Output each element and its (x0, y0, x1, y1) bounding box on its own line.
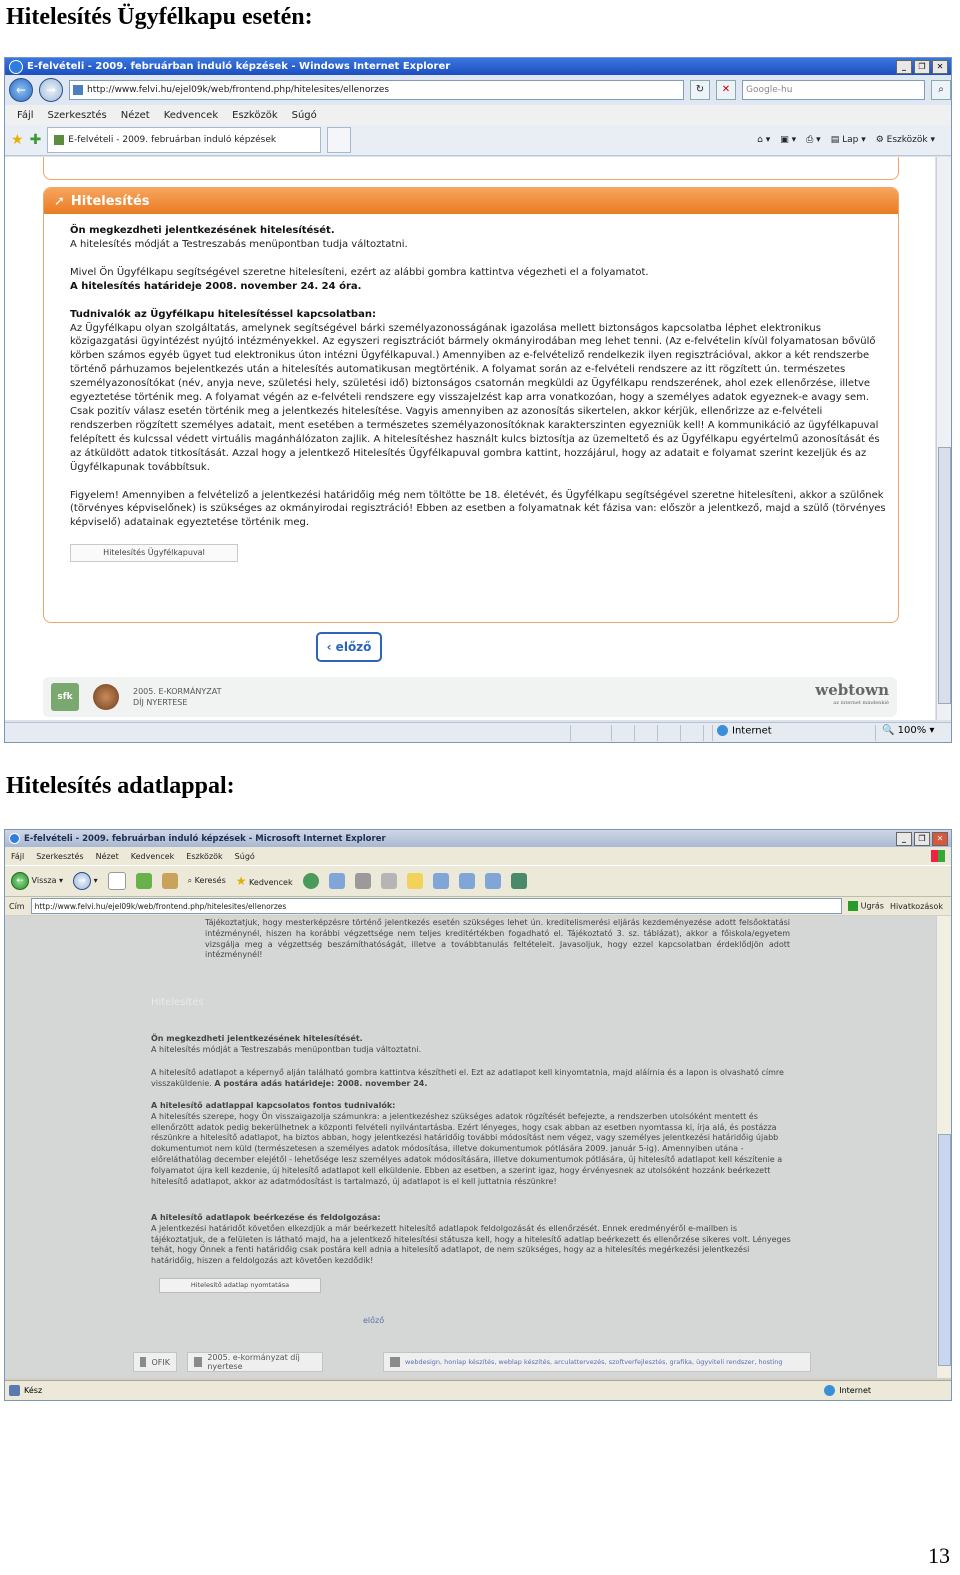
globe-icon (824, 1385, 835, 1396)
close-icon[interactable]: ✕ (932, 60, 948, 74)
menu-help[interactable]: Súgó (234, 851, 255, 861)
minimize-icon[interactable]: _ (896, 60, 912, 74)
back-button[interactable]: ← Vissza ▾ (11, 872, 63, 890)
connect-icon[interactable] (511, 873, 527, 889)
favorites-button[interactable]: ★ Kedvencek (235, 874, 293, 888)
scroll-thumb-2[interactable] (938, 1134, 951, 1366)
menu-edit[interactable]: Szerkesztés (36, 851, 84, 861)
page-icon (9, 1385, 20, 1396)
feeds-icon[interactable]: ▣ ▾ (780, 135, 797, 145)
scroll-thumb[interactable] (938, 447, 951, 704)
security-zone: Internet (712, 725, 875, 741)
home-icon[interactable] (162, 873, 178, 889)
menu-view[interactable]: Nézet (120, 109, 150, 121)
paragraph-deadline-2: A hitelesítő adatlapot a képernyő alján található gombra kattintva készítheti el. Ezt az adatlapot kell kinyomtatnia, majd aláírnia és a lapon is olvasható címre visszaküldenie. A postára adás határideje: 2008. november 24. (151, 1068, 784, 1088)
window-title: E-felvételi - 2009. februárban induló képzések - Windows Internet Explorer (27, 61, 451, 72)
links-label[interactable]: Hivatkozások (889, 901, 943, 911)
status-bar-2 (5, 1380, 951, 1400)
back-button[interactable]: ← (9, 78, 33, 102)
award-icon (194, 1357, 202, 1367)
screenshot-adatlap (4, 829, 952, 1401)
edit-icon[interactable] (381, 873, 397, 889)
arrow-icon: ➚ (54, 193, 65, 209)
mail-icon[interactable] (329, 873, 345, 889)
panel-title-2: Hitelesítés (151, 997, 204, 1008)
menu-file[interactable]: Fájl (17, 109, 34, 121)
home-icon[interactable]: ⌂ ▾ (757, 135, 771, 145)
print-adatlap-button[interactable]: Hitelesítő adatlap nyomtatása (159, 1278, 321, 1293)
window-titlebar (5, 58, 951, 75)
page-menu[interactable]: ▤ Lap ▾ (830, 135, 866, 145)
menu-bar-2 (5, 847, 951, 865)
ie-icon (9, 60, 23, 74)
screenshot-ugyfelkapu (4, 57, 952, 743)
restore-icon[interactable]: ❐ (914, 832, 930, 846)
standard-toolbar (5, 865, 951, 897)
page-icon (73, 85, 83, 95)
research-icon[interactable] (459, 873, 475, 889)
prev-link[interactable]: előző (363, 1316, 385, 1325)
previous-panel-bottom (43, 157, 899, 180)
paragraph-processing-2: A hitelesítő adatlapok beérkezése és feldolgozása: A jelentkezési határidőt követően elkezdjük a már beérkezett hitelesítő adatlapok feldolgozását és ellenőrzését. Ennek eredményéről e-mailben is tájékoztatjuk, de a felületen is látható majd, ha a jelentkező hitelesítési státusza kell, hogy a hitelesítő adatlap beérkezett és ellenőrzése sikeres volt. Lényeges tehát, hogy Önnek a fenti határidőig csak postára kell adnia a hitelesítő adatlapot, de nem szükséges, hogy az a hitelesítés megérkezési jelentkezési határidőig, hiszen a feldolgozás azt követően kezdődik! (151, 1213, 791, 1266)
folder-icon[interactable] (407, 873, 423, 889)
stop-icon[interactable] (108, 872, 126, 890)
menu-bar (5, 105, 951, 125)
webtown-logo[interactable]: webtown az internet mindenkié (815, 681, 889, 706)
globe-icon (717, 725, 728, 736)
paragraph-info: Tudnivalók az Ügyfélkapu hitelesítéssel kapcsolatban: Az Ügyfélkapu olyan szolgáltatás, amelynek segítségével bárki személyazonosságának igazolása mellett biztonságos kapcsolatba léphet elektronikus közigazgatási ügyintézést nyújtó intézményekkel. Az egyszeri regisztrációt bármely okmányirodában meg lehet tenni. (Az e-felvételin kívül folyamatosan bővülő körben számos egyéb ügyet tud elektronikus úton intézni Ügyfélkapuval.) Amennyiben az e-felvételiző rendelkezik ilyen regisztrációval, akkor a két rendszerbe történő párhuzamos bejelentkezés után a hitelesítés automatikusan megtörténik. A folyamat során az e-felvételi rendszere az itt rögzített ún. természetes személyazonosítókat (név, anyja neve, születési hely, születési idő) biztonságos csatornán megküldi az Ügyfélkapu rendszerének, ahol ezek ellenőrzése, illetve egyeztetése történik meg. A folyamat végén az e-felvételi rendszere egy visszajelzést kap arra vonatkozóan, hogy a személyes adatok egyeznek-e avagy sem. Csak pozitív válasz esetén történik meg a jelentkezés hitelesítése. Vagyis amennyiben az azonosítás sikertelen, akkor kérjük, ellenőrizze az e-felvételi rendszerben rögzített személyes adatait, ment esetében a természetes személyazonosítóknak karakterszinten egyezniük kell! A kommunikáció az ügyfélkapuval felépített és kulcssal védett virtuális magánhálózaton zajlik. A hitelesítéshez használt kulcs biztosítja az üzemeltető és az Ügyfélkapu egyértelmű azonosítását és az átküldött adatok titkosítását. Azzal hogy a jelentkező Hitelesítés Ügyfélkapuval gombra kattint, hozzájárul, hogy az adatait e folyamat szerint kezeljük és az Ügyfélkapunak továbbítsuk. (70, 308, 880, 473)
address-field[interactable]: http://www.felvi.hu/ejel09k/web/frontend.php/hitelesites/ellenorzes (69, 80, 684, 100)
paragraph-info-2: A hitelesítő adatlappal kapcsolatos fontos tudnivalók: A hitelesítés szerepe, hogy Ön visszaigazolja számunkra: a jelentkezéshez szükséges adatok rögzítését befejezte, a rendszerben utolsóként mentett és ellenőrzött adatok pedig bekerülhetnek a központi felvételi nyilvántartásba. Ezért lényeges, hogy csak abban az esetben nyomtassa ki, írja alá, és postázza részünkre a hitelesítő adatlapot, ha biztos abban, hogy jelentkezési határidőig további módosítást nem végez, vagy személyes jelentkezési határidőig újabb dokumentumot nem küld (természetesen a személyes adatok módosítása, illetve dokumentumok pótlására 2009. január 5-ig). Amennyiben utána - előreláthatólag december elejétől - lehetősége lesz személyes adatok módosítására, illetve dokumentumok pótlására, új hitelesítő adatlapot kell készítenie a folyamatot újra kell kezdenie, új hitelesítő adatlapot kell elküldenie. Ebben az esetben, a szerint igaz, hogy érvényesnek az utolsóként hozzánk beérkezett hitelesítő adatlapot, akkor az adatmódosítást is tartalmazó, új adatlapot is el kell juttatnia részünkre! (151, 1101, 783, 1186)
tools-menu[interactable]: ⚙ Eszközök ▾ (875, 135, 935, 145)
refresh-icon[interactable]: ↻ (690, 80, 710, 100)
go-button[interactable]: Ugrás (848, 901, 884, 911)
close-icon[interactable]: ✕ (932, 832, 948, 846)
heading-ugyfelkapu: Hitelesítés Ügyfélkapu esetén: (6, 4, 313, 30)
footer-ofik[interactable]: OFIK (133, 1352, 177, 1372)
footer-webtown[interactable]: webdesign, honlap készítés, weblap készítés, arculattervezés, szoftverfejlesztés, grafika, ügyviteli rendszer, hosting (383, 1352, 811, 1372)
panel-title: Hitelesítés (70, 193, 150, 209)
vertical-scrollbar-2[interactable] (936, 916, 951, 1378)
paragraph-deadline: Mivel Ön Ügyfélkapu segítségével szeretne hitelesíteni, ezért az alábbi gombra kattintva végezheti el a folyamatot. A hitelesítés határideje 2008. november 24. 24 óra. (70, 266, 649, 292)
menu-help[interactable]: Súgó (291, 109, 317, 121)
panel-header (44, 188, 898, 214)
windows-logo-icon (931, 850, 945, 862)
print-icon[interactable]: ⎙ ▾ (806, 135, 821, 145)
search-icon[interactable]: ⌕ (931, 80, 951, 100)
menu-favorites[interactable]: Kedvencek (163, 109, 219, 121)
browser-tab[interactable]: E-felvételi - 2009. februárban induló képzések (47, 127, 321, 153)
menu-tools[interactable]: Eszközök (232, 109, 278, 121)
menu-view[interactable]: Nézet (95, 851, 119, 861)
address-field-2[interactable]: http://www.felvi.hu/ejel09k/web/frontend.php/hitelesites/ellenorzes (31, 898, 842, 914)
menu-tools[interactable]: Eszközök (186, 851, 223, 861)
page-content-2 (5, 916, 937, 1378)
vertical-scrollbar[interactable] (936, 157, 951, 720)
tool-icon[interactable] (485, 873, 501, 889)
page-footer (43, 677, 897, 717)
page-content (5, 157, 935, 720)
hitelesites-ugyfelkapuval-button[interactable]: Hitelesítés Ügyfélkapuval (70, 544, 238, 562)
intro-text: Tájékoztatjuk, hogy mesterképzésre történő jelentkezés esetén szükséges lehet ún. kreditelismerési eljárás kezdeményezése adott felsőoktatási intézménynél, hiszen ha korábbi végzettsége nem teljes kreditértékben fogadható el. Tájékoztató 3. sz. táblázat), akkor a főiskola/egyetem vizsgálja meg a végzettség beszámíthatóságát, illetve a továbbtanulás feltételeit. Javasoljuk, hogy ezzel kapcsolatban érdeklődjön adott intézménynél! (205, 918, 790, 960)
favorites-star-icon[interactable]: ★ (11, 132, 24, 148)
search-input[interactable]: Google-hu (742, 80, 925, 100)
heading-adatlap: Hitelesítés adatlappal: (6, 773, 235, 799)
footer-award[interactable]: 2005. e-kormányzat díj nyertese (187, 1352, 323, 1372)
window-title-2: E-felvételi - 2009. februárban induló képzések - Microsoft Internet Explorer (24, 833, 386, 844)
add-favorite-icon[interactable]: ✚ (29, 132, 42, 148)
menu-edit[interactable]: Szerkesztés (47, 109, 107, 121)
minimize-icon[interactable]: _ (896, 832, 912, 846)
site-icon (54, 135, 64, 145)
page-number: 13 (928, 1543, 950, 1568)
menu-file[interactable]: Fájl (11, 851, 25, 861)
sfk-logo: sfk (51, 683, 79, 711)
stop-icon[interactable]: ✕ (716, 80, 736, 100)
webtown-icon (390, 1357, 400, 1367)
menu-favorites[interactable]: Kedvencek (130, 851, 175, 861)
refresh-icon[interactable] (136, 873, 152, 889)
paragraph-intro-2: Ön megkezdheti jelentkezésének hitelesítését. A hitelesítés módját a Testreszabás menüpontban tudja változtatni. (151, 1034, 422, 1054)
paragraph-intro: Ön megkezdheti jelentkezésének hitelesítését. A hitelesítés módját a Testreszabás menüpontban tudja változtatni. (70, 225, 408, 250)
address-label: Cím (9, 901, 25, 911)
ofik-icon (140, 1357, 146, 1367)
search-button[interactable]: ⌕ Keresés (187, 876, 226, 885)
prev-button[interactable]: ‹ előző (316, 632, 382, 662)
new-tab-button[interactable] (327, 127, 351, 153)
paragraph-warning: Figyelem! Amennyiben a felvételiző a jelentkezési határidőig még nem töltötte be 18. életévét, és Ügyfélkapu segítségével szeretne hitelesíteni, akkor a szülőnek (törvényes képviselőnek) is szükséges az okmányirodai regisztráció! Ebben az esetben a folyamatnak két fázisa van: először a jelentkező, majd a szülő (törvényes képviselő) adatainak egyeztetése történik meg. (70, 489, 886, 529)
hitelesites-panel (43, 187, 899, 623)
zoom-level[interactable]: 🔍 100% ▾ (875, 725, 934, 741)
print-icon[interactable] (355, 873, 371, 889)
forward-button[interactable]: → ▾ (73, 872, 98, 890)
messenger-icon[interactable] (433, 873, 449, 889)
history-icon[interactable] (303, 873, 319, 889)
award-text: 2005. E-KORMÁNYZAT DÍJ NYERTESE (133, 687, 222, 707)
security-zone-2: Internet (824, 1385, 871, 1396)
window-titlebar-2 (5, 830, 951, 847)
status-bar (5, 722, 951, 743)
award-medal-icon (93, 684, 119, 710)
ie-icon (9, 833, 20, 844)
address-bar-2 (5, 897, 951, 915)
forward-button[interactable]: → (39, 78, 63, 102)
restore-icon[interactable]: ❐ (914, 60, 930, 74)
status-done: Kész (9, 1385, 42, 1396)
